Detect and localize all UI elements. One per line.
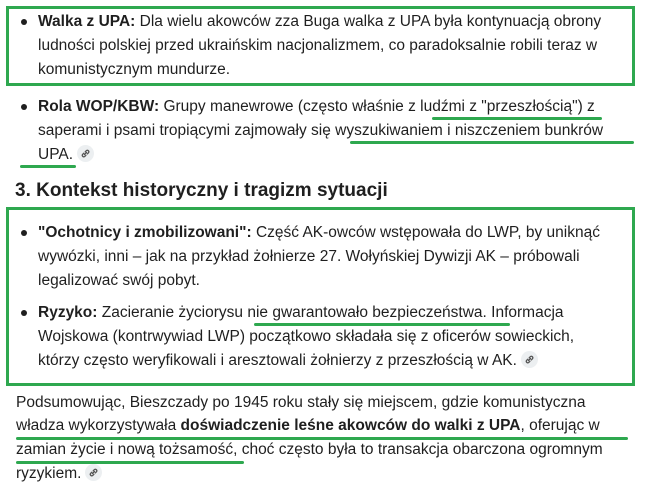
section-heading: 3. Kontekst historyczny i tragizm sytuacji bbox=[15, 180, 388, 201]
summary-text: zamian życie i nową tożsamość, choć często była to transakcja obarczona ogromnym bbox=[16, 441, 603, 458]
summary-last-line bbox=[16, 464, 102, 484]
list-item-label: Walka z UPA: bbox=[38, 13, 136, 30]
list-item-walka-z-upa bbox=[38, 12, 601, 32]
bullet-dot bbox=[21, 230, 27, 236]
source-link-icon[interactable] bbox=[521, 351, 538, 368]
list-item-ryzyko bbox=[38, 303, 564, 323]
list-item-text: saperami i psami tropiącymi zajmowały się wyszukiwaniem i niszczeniem bunkrów bbox=[38, 122, 604, 139]
bullet-dot bbox=[21, 19, 27, 25]
underline-upa bbox=[20, 165, 76, 168]
list-item-label: "Ochotnicy i zmobilizowani": bbox=[38, 224, 252, 241]
list-item-text: którzy często weryfikowali i aresztowali żołnierzy z przeszłością w AK. bbox=[38, 352, 517, 369]
underline-summary-line-2 bbox=[16, 437, 628, 440]
list-item-text: Dla wielu akowców zza Buga walka z UPA była kontynuacją obrony bbox=[139, 13, 602, 30]
list-item-text: Część AK-owców wstępowała do LWP, by uniknąć bbox=[255, 224, 600, 241]
list-item-ochotnicy bbox=[38, 223, 600, 243]
source-link-icon[interactable] bbox=[85, 464, 102, 481]
list-item-text: UPA. bbox=[38, 146, 74, 163]
list-item-text: Grupy manewrowe (często właśnie z ludźmi z "przeszłością") z bbox=[163, 98, 595, 115]
list-item-text: legalizować swój pobyt. bbox=[38, 272, 200, 289]
list-item-label: Rola WOP/KBW: bbox=[38, 98, 160, 115]
underline-wyszukiwaniem bbox=[350, 141, 634, 144]
list-item-text: Wojskowa (kontrwywiad LWP) początkowo składała się z oficerów sowieckich, bbox=[38, 328, 575, 345]
underline-nie-gwarantowalo bbox=[254, 323, 510, 326]
list-item-text: ludności polskiej przed ukraińskim nacjonalizmem, co paradoksalnie robili teraz w bbox=[38, 37, 598, 54]
summary-text: Podsumowując, Bieszczady po 1945 roku stały się miejscem, gdzie komunistyczna bbox=[16, 394, 586, 411]
list-item-last-line bbox=[38, 351, 538, 371]
summary-text: władza wykorzystywała bbox=[16, 417, 181, 434]
list-item-text: wywózki, inni – jak na przykład żołnierze 27. Wołyńskiej Dywizji AK – próbowali bbox=[38, 248, 580, 265]
list-item-text: Zacieranie życiorysu nie gwarantowało bezpieczeństwa. Informacja bbox=[101, 304, 564, 321]
list-item-label: Ryzyko: bbox=[38, 304, 98, 321]
bullet-dot bbox=[21, 310, 27, 316]
source-link-icon[interactable] bbox=[77, 145, 94, 162]
summary-text: ryzykiem. bbox=[16, 465, 82, 482]
summary-emphasis: doświadczenie leśne akowców do walki z UPA bbox=[180, 417, 521, 434]
underline-zamian-zycie bbox=[16, 461, 244, 464]
underline-ludzmi bbox=[432, 117, 602, 120]
summary-text: , oferując w bbox=[520, 417, 600, 434]
list-item-text: komunistycznym mundurze. bbox=[38, 61, 231, 78]
list-item-rola-wop bbox=[38, 97, 595, 117]
summary-line-2 bbox=[16, 416, 600, 436]
list-item-last-line bbox=[38, 145, 94, 165]
bullet-dot bbox=[21, 104, 27, 110]
